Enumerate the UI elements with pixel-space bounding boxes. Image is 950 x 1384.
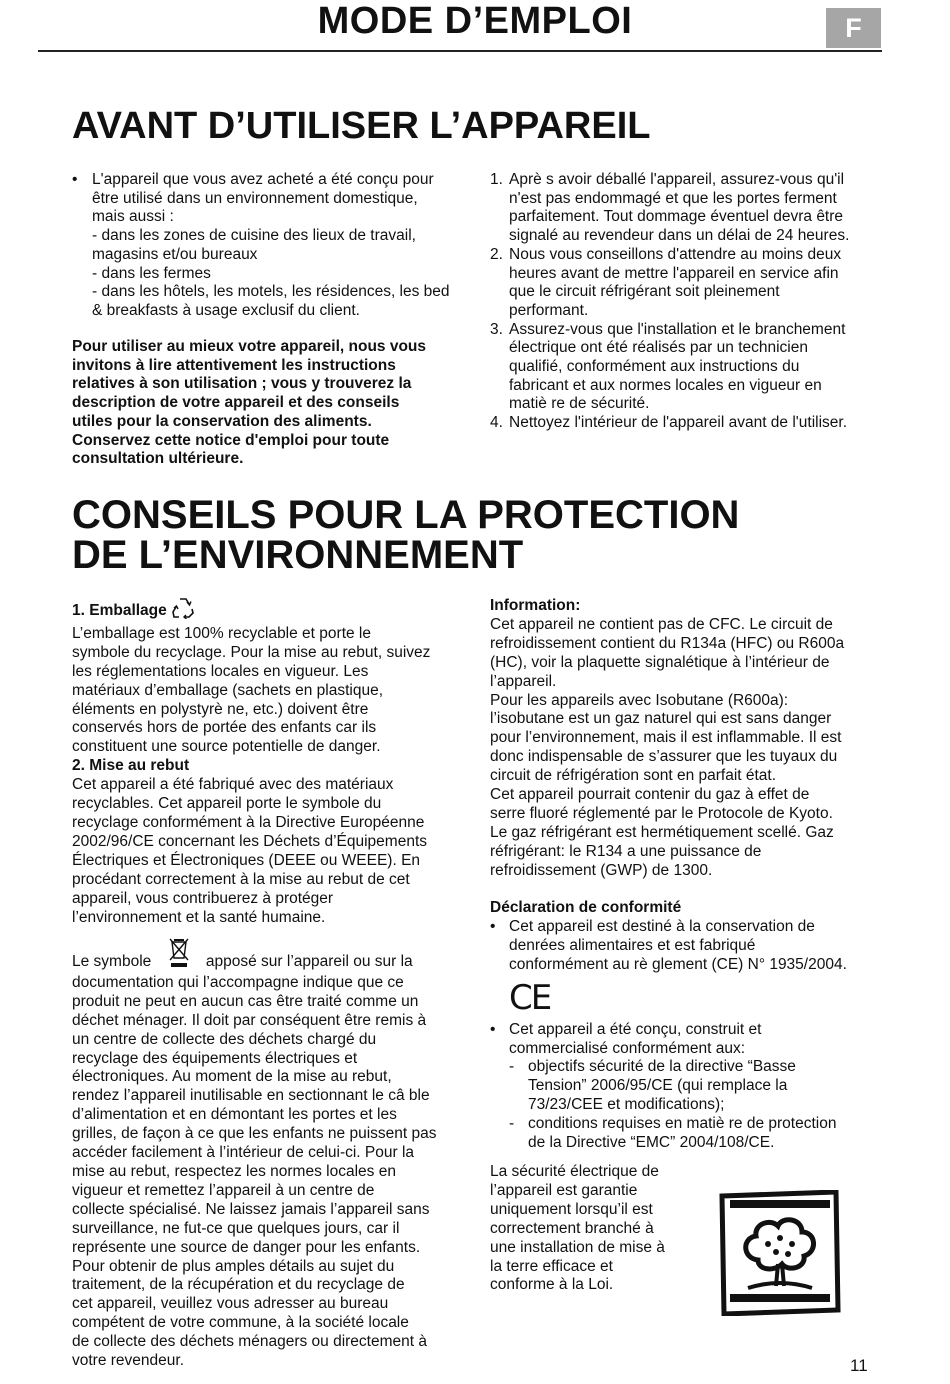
section-title-environnement bbox=[72, 495, 739, 575]
numbered-item-2 bbox=[490, 246, 890, 321]
text-line: constituent une source potentielle de danger. bbox=[72, 738, 381, 756]
text-line: 2002/96/CE concernant les Déchets d’Équipements bbox=[72, 832, 427, 850]
intro-bold-paragraph bbox=[72, 338, 482, 469]
text-line: 73/23/CEE et modifications); bbox=[528, 1096, 725, 1114]
text-line: électroniques. Au moment de la mise au rebut, bbox=[72, 1068, 392, 1086]
text-line: Cet appareil pourrait contenir du gaz à effet de bbox=[490, 786, 810, 804]
declaration-block bbox=[490, 899, 890, 1153]
bullet-mark: • bbox=[72, 171, 78, 188]
text-line: conservés hors de portée des enfants car ils bbox=[72, 719, 377, 737]
tree-logo bbox=[718, 1190, 842, 1321]
text-line: Pour obtenir de plus amples détails au sujet du bbox=[72, 1257, 395, 1275]
text-line: que le circuit réfrigérant soit pleinement bbox=[509, 283, 780, 301]
text-line: la terre efficace et bbox=[490, 1257, 613, 1275]
text-line: description de votre appareil et des conseils bbox=[72, 394, 400, 412]
text-line: Assurez-vous que l'installation et le branchement bbox=[509, 320, 846, 338]
text-line: votre revendeur. bbox=[72, 1352, 185, 1370]
text-line: circuit de réfrigération sont en parfait état. bbox=[490, 767, 777, 785]
text-line: accéder facilement à l’intérieur de celui-ci. Pour la bbox=[72, 1144, 415, 1162]
text-line: mais aussi : bbox=[92, 208, 174, 226]
text-line: Le gaz réfrigérant est hermétiquement scellé. Gaz bbox=[490, 823, 834, 841]
text-line: produit ne peut en aucun cas être traité comme un bbox=[72, 992, 419, 1010]
text-line: Aprè s avoir déballé l'appareil, assurez-vous qu'il bbox=[509, 171, 845, 188]
text-line: déchet ménager. Il doit par conséquent être remis à bbox=[72, 1011, 427, 1029]
language-badge: F bbox=[826, 8, 881, 48]
text-line: fabricant et aux normes locales en vigueur en bbox=[509, 376, 822, 394]
text-line: une installation de mise à bbox=[490, 1238, 665, 1256]
text-line: utiles pour la conservation des aliments. bbox=[72, 412, 372, 430]
text-line: - dans les zones de cuisine des lieux de travail, bbox=[92, 227, 416, 245]
text-line: l’appareil. bbox=[490, 672, 557, 690]
text-line: grilles, de façon à ce que les enfants ne puissent pas bbox=[72, 1125, 437, 1143]
symbole-prefix: Le symbole bbox=[72, 953, 152, 970]
text-line: parfaitement. Tout dommage éventuel devra être bbox=[509, 208, 844, 226]
text-line: Cet appareil ne contient pas de CFC. Le circuit de bbox=[490, 615, 833, 633]
text-line: Nettoyez l'intérieur de l'appareil avant de l'utiliser. bbox=[509, 414, 848, 432]
numbered-item-3 bbox=[490, 321, 890, 415]
header-divider bbox=[38, 50, 882, 52]
text-line: Pour utiliser au mieux votre appareil, nous vous bbox=[72, 338, 427, 355]
text-line: & breakfasts à usage exclusif du client. bbox=[92, 301, 360, 319]
crossed-bin-icon bbox=[156, 936, 202, 974]
intro-column bbox=[72, 171, 482, 321]
text-line: Cet appareil a été conçu, construit et bbox=[509, 1020, 762, 1038]
section-title-line-2: DE L’ENVIRONNEMENT bbox=[72, 533, 524, 577]
text-line: qualifié, conformément aux instructions du bbox=[509, 358, 800, 376]
text-line: Tension” 2006/95/CE (qui remplace la bbox=[528, 1077, 788, 1095]
text-line: serre fluoré réglementé par le Protocole de Kyoto. bbox=[490, 804, 833, 822]
text-line: matériaux d’emballage (sachets en plastique, bbox=[72, 681, 384, 699]
text-line: donc indispensable de s’assurer que les tuyaux du bbox=[490, 748, 838, 766]
item-number: 1. bbox=[490, 171, 503, 188]
text-line: de collecte des déchets ménagers ou directement à bbox=[72, 1333, 427, 1351]
text-line: L’emballage est 100% recyclable et porte le bbox=[72, 624, 371, 642]
text-line: matiè re de sécurité. bbox=[509, 395, 650, 413]
numbered-item-4 bbox=[490, 414, 890, 433]
declaration-bullet-2 bbox=[490, 1021, 890, 1059]
text-line: (HC), voir la plaquette signalétique à l’intérieur de bbox=[490, 653, 830, 671]
text-line: éléments en polystyrè ne, etc.) doivent être bbox=[72, 700, 369, 718]
text-line: Cet appareil a été fabriqué avec des matériaux bbox=[72, 776, 394, 794]
text-line: les réglementations locales en vigueur. Les bbox=[72, 662, 369, 680]
text-line: objectifs sécurité de la directive “Basse bbox=[528, 1058, 796, 1076]
environment-left-column bbox=[72, 597, 484, 927]
text-line: mise au rebut, respectez les normes locales en bbox=[72, 1162, 396, 1180]
text-line: heures avant de mettre l'appareil en service afin bbox=[509, 264, 839, 282]
text-line: relatives à son utilisation ; vous y trouverez la bbox=[72, 375, 412, 393]
text-line: Cet appareil est destiné à la conservation de bbox=[509, 917, 815, 935]
emballage-heading: 1. Emballage bbox=[72, 602, 167, 619]
text-line: l’appareil est garantie bbox=[490, 1181, 638, 1199]
item-number: 4. bbox=[490, 414, 503, 432]
text-line: consultation ultérieure. bbox=[72, 450, 244, 468]
text-line: un centre de collecte des déchets chargé du bbox=[72, 1030, 377, 1048]
information-heading: Information: bbox=[490, 597, 581, 614]
text-line: n'est pas endommagé et que les portes ferment bbox=[509, 189, 837, 207]
text-line: refroidissement contient du R134a (HFC) ou R600a bbox=[490, 634, 845, 652]
section-title-line-1: CONSEILS POUR LA PROTECTION bbox=[72, 493, 740, 537]
electrical-safety-note bbox=[490, 1163, 700, 1295]
text-line: pour l’environnement, mais il est inflammable. Il est bbox=[490, 729, 842, 747]
text-line: être utilisé dans un environnement domestique, bbox=[92, 189, 418, 207]
emballage-heading-row bbox=[72, 597, 484, 625]
text-line: recyclables. Cet appareil porte le symbole du bbox=[72, 795, 382, 813]
text-line: - dans les fermes bbox=[92, 264, 211, 282]
information-block bbox=[490, 597, 890, 881]
ce-row bbox=[490, 975, 890, 1021]
text-line: surveillance, ne fut-ce que quelques jours, car il bbox=[72, 1219, 400, 1237]
text-line: appareil, vous contribuerez à protéger bbox=[72, 889, 334, 907]
text-line: rendez l’appareil inutilisable en sectionnant le câ ble bbox=[72, 1087, 430, 1105]
declaration-bullet-1 bbox=[490, 918, 890, 975]
weee-paragraph bbox=[72, 936, 484, 1371]
text-line: denrées alimentaires et est fabriqué bbox=[509, 936, 756, 954]
dash-mark: - bbox=[509, 1058, 515, 1076]
text-line: signalé au revendeur dans un délai de 24 heures. bbox=[509, 227, 850, 245]
symbole-suffix: apposé sur l’appareil ou sur la bbox=[205, 953, 413, 970]
text-line: recyclage conformément à la Directive Européenne bbox=[72, 813, 425, 831]
text-line: électrique ont été réalisés par un technicien bbox=[509, 339, 808, 357]
numbered-item-1 bbox=[490, 171, 890, 246]
text-line: symbole du recyclage. Pour la mise au rebut, suivez bbox=[72, 643, 431, 661]
text-line: d’alimentation et en démontant les portes et les bbox=[72, 1106, 397, 1124]
text-line: conditions requises en matiè re de protection bbox=[528, 1115, 837, 1133]
intro-bullet-text bbox=[92, 171, 482, 321]
item-number: 2. bbox=[490, 245, 503, 263]
declaration-dash-2 bbox=[490, 1115, 890, 1153]
dash-mark: - bbox=[509, 1115, 515, 1133]
text-line: l’isobutane est un gaz naturel qui est sans danger bbox=[490, 710, 832, 728]
text-line: vigueur et remettez l’appareil à un centre de bbox=[72, 1181, 375, 1199]
text-line: l’environnement et la santé humaine. bbox=[72, 908, 326, 926]
recycle-icon bbox=[171, 597, 195, 625]
text-line: représente une source de danger pour les enfants. bbox=[72, 1238, 421, 1256]
text-line: Conservez cette notice d'emploi pour toute bbox=[72, 431, 390, 449]
text-line: L'appareil que vous avez acheté a été conçu pour bbox=[92, 171, 434, 188]
declaration-dash-1 bbox=[490, 1058, 890, 1115]
text-line: performant. bbox=[509, 301, 589, 319]
ce-mark: CE bbox=[509, 977, 551, 1018]
text-line: Électriques et Électroniques (DEEE ou WEEE). En bbox=[72, 851, 421, 869]
text-line: - dans les hôtels, les motels, les résidences, les bed bbox=[92, 283, 450, 301]
bullet-mark: • bbox=[490, 917, 496, 935]
text-line: correctement branché à bbox=[490, 1219, 654, 1237]
text-line: conforme à la Loi. bbox=[490, 1276, 614, 1294]
text-line: uniquement lorsqu’il est bbox=[490, 1200, 653, 1218]
text-line: recyclage des équipements électriques et bbox=[72, 1049, 358, 1067]
intro-bullet bbox=[72, 171, 482, 321]
page-header-title: MODE D’EMPLOI bbox=[317, 0, 633, 42]
declaration-heading: Déclaration de conformité bbox=[490, 899, 682, 916]
text-line: cet appareil, veuillez vous adresser au bureau bbox=[72, 1295, 389, 1313]
numbered-list bbox=[490, 171, 890, 433]
text-line: Nous vous conseillons d'attendre au moins deux bbox=[509, 245, 842, 263]
section-title-avant: AVANT D’UTILISER L’APPAREIL bbox=[72, 105, 651, 147]
item-number: 3. bbox=[490, 320, 503, 338]
text-line: de la Directive “EMC” 2004/108/CE. bbox=[528, 1134, 775, 1152]
text-line: invitons à lire attentivement les instructions bbox=[72, 356, 396, 374]
text-line: collecte spécialisé. Ne laissez jamais l’appareil sans bbox=[72, 1200, 430, 1218]
text-line: procédant correctement à la mise au rebut de cet bbox=[72, 870, 410, 888]
text-line: Pour les appareils avec Isobutane (R600a): bbox=[490, 691, 789, 709]
text-line: commercialisé conformément aux: bbox=[509, 1039, 746, 1057]
text-line: conformément au rè glement (CE) N° 1935/2004. bbox=[509, 955, 847, 973]
text-line: documentation qui l’accompagne indique que ce bbox=[72, 973, 404, 991]
bullet-mark: • bbox=[490, 1020, 496, 1038]
page-number: 11 bbox=[850, 1356, 868, 1375]
symbole-line bbox=[72, 936, 484, 974]
text-line: La sécurité électrique de bbox=[490, 1163, 659, 1180]
text-line: refroidissement (GWP) de 1300. bbox=[490, 861, 713, 879]
rebut-heading: 2. Mise au rebut bbox=[72, 757, 190, 775]
text-line: réfrigérant: le R134 a une puissance de bbox=[490, 842, 762, 860]
text-line: traitement, de la récupération et du recyclage de bbox=[72, 1276, 405, 1294]
text-line: compétent de votre commune, à la société locale bbox=[72, 1314, 409, 1332]
text-line: magasins et/ou bureaux bbox=[92, 245, 258, 263]
